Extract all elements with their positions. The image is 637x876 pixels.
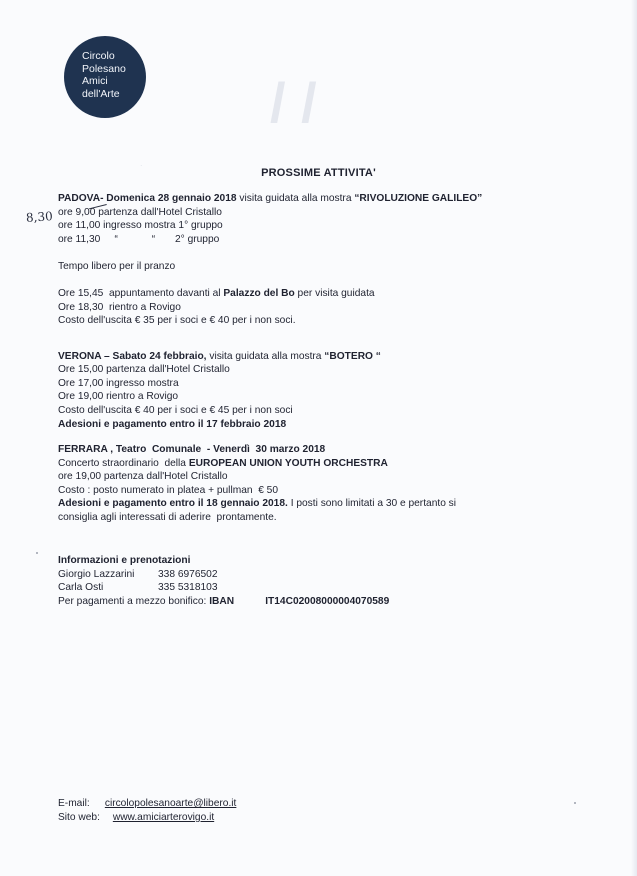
ferrara-orchestra: EUROPEAN UNION YOUTH ORCHESTRA (188, 457, 388, 469)
verona-city-date: VERONA – Sabato 24 febbraio, (58, 350, 207, 362)
handwritten-note: 8,30 (25, 209, 54, 225)
ferrara-header-text: FERRARA , Teatro Comunale - Venerdì 30 marzo 2018 (58, 444, 326, 456)
payment-line (58, 595, 598, 609)
padova-schedule-line (58, 206, 598, 220)
padova-cost: Costo dell'uscita € 35 per i soci e € 40 per i non soci. (58, 315, 296, 327)
ferrara-concert-text: Concerto straordinario della (58, 457, 189, 469)
email-row (58, 797, 236, 811)
padova-departure-text: partenza dall'Hotel Cristallo (95, 206, 222, 218)
iban-label: IBAN (209, 596, 235, 608)
verona-exhibition: “BOTERO “ (324, 350, 381, 362)
padova-date: - Domenica 28 gennaio 2018 (100, 193, 237, 204)
verona-deadline-text: Adesioni e pagamento entro il 17 febbraio 2018 (58, 418, 287, 430)
logo-line: Circolo (82, 50, 115, 62)
footer (58, 797, 236, 825)
logo-badge (64, 36, 146, 118)
ferrara-cost: Costo : posto numerato in platea + pullman € 50 (58, 484, 279, 496)
document-body (58, 192, 598, 609)
padova-exhibition: “RIVOLUZIONE GALILEO” (354, 193, 483, 204)
contact-name: Giorgio Lazzarini (58, 568, 135, 580)
ferrara-deadline (58, 497, 598, 511)
website-row (58, 811, 236, 825)
verona-schedule-line: Ore 19,00 rientro a Rovigo (58, 391, 179, 403)
logo-line: Amici (82, 75, 108, 87)
website-link[interactable]: www.amiciarterovigo.it (112, 812, 215, 823)
ferrara-schedule-line: ore 19,00 partenza dall'Hotel Cristallo (58, 471, 228, 483)
scan-speck (574, 802, 576, 804)
padova-free-time: Tempo libero per il pranzo (58, 260, 176, 272)
ferrara-note: I posti sono limitati a 30 e pertanto si (287, 498, 457, 510)
verona-schedule-line: Ore 15,00 partenza dall'Hotel Cristallo (58, 364, 230, 376)
verona-schedule-line: Ore 17,00 ingresso mostra (58, 377, 179, 389)
padova-appointment-place: Palazzo del Bo (223, 288, 295, 300)
website-label: Sito web: (58, 812, 100, 823)
ferrara-header (58, 443, 598, 457)
scan-edge (631, 0, 637, 876)
verona-intro: visita guidata alla mostra (206, 350, 325, 362)
logo-line: dell'Arte (82, 87, 120, 100)
verona-header (58, 350, 598, 364)
padova-schedule-line: ore 11,30 “ “ 2° gruppo (58, 233, 220, 245)
padova-header (58, 192, 598, 206)
info-heading (58, 554, 598, 568)
payment-text: Per pagamenti a mezzo bonifico: (58, 596, 210, 608)
scan-speck (36, 552, 38, 554)
padova-appointment-text: Ore 15,45 appuntamento davanti al (58, 288, 224, 300)
padova-intro: visita guidata alla mostra (236, 193, 355, 204)
contact-row (58, 581, 598, 595)
padova-schedule-line: ore 11,00 ingresso mostra 1° gruppo (58, 220, 223, 232)
email-label: E-mail: (58, 798, 90, 809)
bleed-through-mark: / / (270, 71, 317, 134)
padova-departure-time: ore 9,00 (58, 206, 96, 218)
ferrara-deadline-text: Adesioni e pagamento entro il 18 gennaio 2018. (58, 498, 288, 510)
iban-value: IT14C02008000004070589 (265, 596, 390, 608)
contact-name: Carla Osti (58, 582, 104, 594)
logo-line: Polesano (82, 62, 126, 75)
padova-return: Ore 18,30 rientro a Rovigo (58, 301, 181, 313)
verona-cost: Costo dell'uscita € 40 per i soci e € 45 per i non soci (58, 404, 293, 416)
ferrara-concert (58, 457, 598, 471)
contact-row (58, 568, 598, 582)
info-heading-text: Informazioni e prenotazioni (58, 555, 191, 567)
padova-city: PADOVA (58, 193, 101, 204)
padova-appointment-purpose: per visita guidata (294, 288, 375, 300)
contact-phone: 338 6976502 (158, 568, 218, 580)
email-link[interactable]: circolopolesanoarte@libero.it (104, 798, 237, 809)
ferrara-note-continued: consiglia agli interessati di aderire prontamente. (58, 512, 277, 524)
verona-deadline (58, 418, 598, 432)
bleed-through-mark: . (140, 158, 143, 168)
contact-phone: 335 5318103 (158, 582, 218, 594)
page-title: PROSSIME ATTIVITA' (261, 167, 376, 179)
padova-appointment (58, 287, 598, 301)
